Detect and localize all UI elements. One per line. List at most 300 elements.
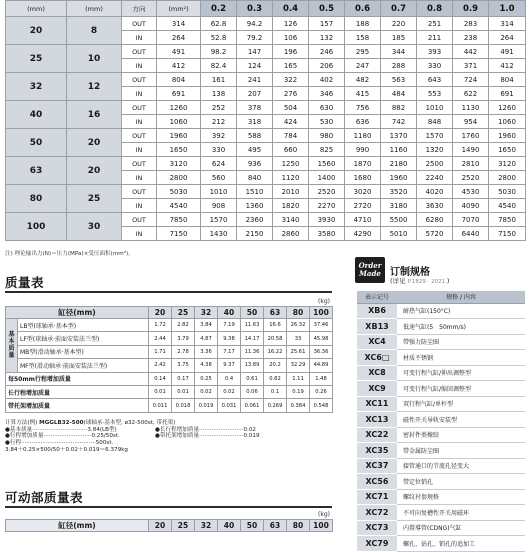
mass-extra-value: 0.61 [241,372,264,385]
option-code: XC73 [357,520,397,536]
pressure-area: 491 [157,45,201,59]
direction: OUT [122,73,157,87]
force-value: 158 [345,31,381,45]
order-made-option [357,365,525,381]
force-value: 560 [201,171,237,185]
mass-bore-col: 63 [264,307,287,319]
pressure-area: 3120 [157,157,201,171]
calc-line-1 [5,420,332,427]
force-value: 6440 [453,227,489,241]
mass-extra-value: 0.02 [195,385,218,398]
movable-bore-col: 32 [195,520,218,532]
force-value: 2150 [237,227,273,241]
pressure-area: 691 [157,87,201,101]
force-value: 98.2 [201,45,237,59]
force-value: 246 [309,45,345,59]
force-value: 1010 [201,185,237,199]
force-value: 1560 [309,157,345,171]
rod-size: 8 [67,17,122,45]
mass-extra-value: 0.25 [195,372,218,385]
force-value: 344 [381,45,417,59]
force-value: 1060 [489,115,526,129]
pressure-area: 1650 [157,143,201,157]
mass-value: 2.82 [172,319,195,332]
mass-bore-col: 50 [241,307,264,319]
force-value: 3140 [273,213,309,227]
order-made-option [357,474,525,490]
order-made-option [357,536,525,552]
force-value: 211 [417,31,453,45]
option-description: 低速气缸(5 50mm/s) [397,319,525,335]
basic-mass-side-label [6,319,18,373]
force-value: 2810 [453,157,489,171]
pressure-area: 314 [157,17,201,31]
pressure-header: 0.6 [345,1,381,17]
force-value: 1490 [453,143,489,157]
mass-value: 2.42 [149,359,172,372]
order-made-badge-line1: Order [358,261,382,270]
movable-bore-col: 80 [287,520,310,532]
mass-row-label: LF型(球轴承·前面安装法兰型) [18,332,149,345]
force-value: 4090 [453,199,489,213]
rod-size: 20 [67,129,122,157]
bore-size: 40 [6,101,67,129]
mass-value: 25.61 [287,345,310,358]
movable-unit: (kg) [318,511,330,518]
force-value: 1120 [273,171,309,185]
mass-value: 44.89 [310,359,333,372]
force-value: 4530 [453,185,489,199]
force-value: 378 [237,101,273,115]
option-description: 耐热气缸(150°C) [397,303,525,319]
bore-size: 20 [6,17,67,45]
force-value: 622 [453,87,489,101]
bore-size: 80 [6,185,67,213]
pressure-area: 1960 [157,129,201,143]
spec-header: 规格 / 内容 [397,291,525,303]
force-value: 1370 [381,129,417,143]
calc-prefix: 计算方法(例) [5,420,38,426]
order-made-option [357,458,525,474]
force-value: 1130 [453,101,489,115]
mass-value: 33 [287,332,310,345]
option-code: XC56 [357,474,397,490]
mass-value: 32.29 [287,359,310,372]
calc-suffix: (球轴承·基本型, ø32-500st, 带托架) [83,420,176,426]
mass-value: 13.89 [241,359,264,372]
force-value: 5500 [381,213,417,227]
force-value: 322 [273,73,309,87]
option-code: XB6 [357,303,397,319]
order-made-page-ref[interactable]: P.1829 · 2021. [407,279,447,285]
direction: IN [122,31,157,45]
mass-title-rule [5,291,332,293]
force-value: 624 [201,157,237,171]
force-value: 1680 [345,171,381,185]
rod-size: 10 [67,45,122,73]
force-value: 742 [381,115,417,129]
force-value: 784 [273,129,309,143]
force-value: 1960 [381,171,417,185]
force-row [6,129,526,143]
force-value: 1400 [309,171,345,185]
mass-row-label: MB型(滑动轴承·基本型) [18,345,149,358]
symbol-header: 表示记号 [357,291,397,303]
force-value: 5030 [489,185,526,199]
mass-value: 16.6 [264,319,287,332]
movable-mass-table [5,519,333,532]
mass-extra-value: 1.48 [310,372,333,385]
force-value: 3630 [417,199,453,213]
order-made-badge-line2: Made [359,269,381,278]
force-value: 1570 [201,213,237,227]
force-value: 2720 [345,199,381,213]
force-value: 2520 [309,185,345,199]
mass-value: 26.32 [287,319,310,332]
option-code: XC22 [357,427,397,443]
force-row [6,213,526,227]
side-label-char: 量 [8,352,15,360]
mass-value: 1.71 [149,345,172,358]
side-label-char: 本 [8,338,15,346]
rod-size: 20 [67,157,122,185]
force-value: 1010 [417,101,453,115]
order-made-option [357,303,525,319]
mass-row [6,345,333,358]
mass-value: 20.2 [264,359,287,372]
force-value: 1650 [489,143,526,157]
force-row [6,73,526,87]
order-made-option [357,412,525,428]
force-value: 52.8 [201,31,237,45]
movable-bore-col: 63 [264,520,287,532]
order-made-option [357,381,525,397]
mass-row [6,332,333,345]
force-value: 491 [489,45,526,59]
direction: IN [122,227,157,241]
mass-extra-value: 0.26 [310,385,333,398]
force-value: 882 [381,101,417,115]
force-value: 79.2 [237,31,273,45]
option-code: XC72 [357,505,397,521]
option-code: XB13 [357,319,397,335]
option-code: XC79 [357,536,397,552]
rod-size: 12 [67,73,122,101]
force-value: 371 [453,59,489,73]
mass-value: 1.72 [149,319,172,332]
option-description: 带金属防尘圈 [397,443,525,459]
force-value: 660 [273,143,309,157]
mass-section-title: 质量表 [5,275,45,290]
force-note: 注) 理论输出力(N)＝压力(MPa)×受压面积(mm²)。 [5,251,134,257]
force-value: 7850 [489,213,526,227]
mass-value: 3.75 [172,359,195,372]
pressure-header: 0.5 [309,1,345,17]
force-value: 5720 [417,227,453,241]
force-value: 252 [201,101,237,115]
mass-extra-value: 0.02 [218,385,241,398]
option-description: 接管通口的节流孔径变大 [397,458,525,474]
direction: IN [122,87,157,101]
force-value: 207 [237,87,273,101]
force-value: 3520 [381,185,417,199]
bore-size: 32 [6,73,67,101]
mass-value: 7.19 [218,319,241,332]
option-description: 磁性开关导轨安装型 [397,412,525,428]
order-made-option [357,520,525,536]
force-value: 94.2 [237,17,273,31]
pressure-header: 0.8 [417,1,453,17]
force-value: 402 [309,73,345,87]
order-made-option [357,319,525,335]
force-value: 212 [201,115,237,129]
pressure-header: 1.0 [489,1,526,17]
force-value: 138 [201,87,237,101]
pressure-area: 7150 [157,227,201,241]
mass-bore-col: 32 [195,307,218,319]
force-value: 220 [381,17,417,31]
option-description: 不可向复槽性开关用磁环 [397,505,525,521]
force-value: 980 [309,129,345,143]
calc-basic: ●基本质量·······························3.84(LB型) [5,426,117,433]
force-value: 392 [201,129,237,143]
order-made-subtitle-close: ) [446,277,450,285]
option-code: XC4 [357,334,397,350]
direction: OUT [122,129,157,143]
force-value: 3020 [345,185,381,199]
mass-value: 3.79 [172,332,195,345]
calc-stroke-add: ●行程增加质量···························0.25/50st. [5,433,120,440]
option-description: 内置導管(CDNG)气缸 [397,520,525,536]
force-value: 724 [453,73,489,87]
movable-section-title: 可动部质量表 [5,490,84,505]
bore-size: 25 [6,45,67,73]
force-value: 908 [201,199,237,213]
force-value: 238 [453,31,489,45]
pressure-header: 0.4 [273,1,309,17]
force-value: 415 [345,87,381,101]
mass-extra-value: 0.17 [172,372,195,385]
mass-value: 37.46 [310,319,333,332]
mass-bore-label: 缸径(mm) [6,307,149,319]
mass-value: 7.17 [218,345,241,358]
order-made-table-header [357,291,525,303]
movable-bore-col: 40 [218,520,241,532]
bore-size: 63 [6,157,67,185]
force-value: 7150 [489,227,526,241]
force-value: 954 [453,115,489,129]
direction: OUT [122,45,157,59]
movable-bore-col: 20 [149,520,172,532]
mass-extra-value: 0.011 [149,399,172,412]
mass-extra-value: 0.384 [287,399,310,412]
bore-size: 100 [6,213,67,241]
option-description: 螺纹衬套规格 [397,489,525,505]
mass-bore-col: 20 [149,307,172,319]
rod-size: 30 [67,213,122,241]
mass-extra-label: 长行程增加质量 [6,385,149,398]
mass-value: 2.44 [149,332,172,345]
force-value: 2240 [417,171,453,185]
option-code: XC71 [357,489,397,505]
direction: IN [122,199,157,213]
force-value: 157 [309,17,345,31]
option-code: XC13 [357,412,397,428]
option-description: 带定位销孔 [397,474,525,490]
option-code: XC35 [357,443,397,459]
force-value: 2500 [417,157,453,171]
direction: IN [122,115,157,129]
option-description: 螺孔、钻孔、销孔的追加工 [397,536,525,552]
force-value: 283 [453,17,489,31]
force-value: 132 [309,31,345,45]
movable-bore-col: 100 [310,520,333,532]
force-value: 7070 [453,213,489,227]
movable-bore-col: 50 [241,520,264,532]
mass-row [6,319,333,332]
force-value: 990 [345,143,381,157]
option-description: 密封件类橡胶 [397,427,525,443]
mass-row-label: LB型(球轴承·基本型) [18,319,149,332]
mass-calculation-example [5,420,332,454]
force-value: 4540 [489,199,526,213]
mass-value: 9.38 [218,332,241,345]
option-code: XC9 [357,381,397,397]
force-value: 442 [453,45,489,59]
force-value: 840 [237,171,273,185]
pressure-area: 5030 [157,185,201,199]
force-value: 4290 [345,227,381,241]
order-made-option [357,489,525,505]
mass-value: 3.84 [195,319,218,332]
force-value: 206 [309,59,345,73]
force-value: 196 [273,45,309,59]
force-value: 318 [237,115,273,129]
force-value: 1160 [381,143,417,157]
force-row [6,157,526,171]
force-value: 1570 [417,129,453,143]
mass-bore-col: 100 [310,307,333,319]
mass-extra-value: 0.14 [149,372,172,385]
mass-value: 9.37 [218,359,241,372]
force-value: 2010 [273,185,309,199]
force-value: 82.4 [201,59,237,73]
force-value: 165 [273,59,309,73]
mass-value: 4.87 [195,332,218,345]
mass-extra-value: 0.1 [264,385,287,398]
force-value: 636 [345,115,381,129]
bore-size: 50 [6,129,67,157]
force-value: 295 [345,45,381,59]
force-row [6,17,526,31]
calc-bracket: ●带托架增加质量·························0.019 [155,433,260,440]
force-value: 1820 [273,199,309,213]
mass-value: 20.58 [264,332,287,345]
pressure-area: 4540 [157,199,201,213]
order-made-subtitle [390,276,449,285]
calc-model: MGGLB32-500 [39,420,84,426]
mass-extra-value: 0.269 [264,399,287,412]
force-value: 1870 [345,157,381,171]
order-made-subtitle-open: (详见 [390,277,406,285]
force-value: 6280 [417,213,453,227]
force-value: 161 [201,73,237,87]
force-value: 346 [309,87,345,101]
rod-size: 16 [67,101,122,129]
force-value: 126 [273,17,309,31]
mass-table-header [6,307,333,319]
mass-extra-value: 0.061 [241,399,264,412]
force-value: 276 [273,87,309,101]
mass-bore-col: 25 [172,307,195,319]
order-made-option [357,334,525,350]
mass-extra-label: 带托架增加质量 [6,399,149,412]
force-value: 1320 [417,143,453,157]
direction: IN [122,143,157,157]
mass-bore-col: 40 [218,307,241,319]
force-value: 2360 [237,213,273,227]
pressure-area: 1060 [157,115,201,129]
force-value: 1360 [237,199,273,213]
movable-bore-col: 25 [172,520,195,532]
force-value: 1250 [273,157,309,171]
pressure-header: 0.9 [453,1,489,17]
force-value: 2860 [273,227,309,241]
area-unit-header: (mm²) [157,1,201,17]
mass-extra-value: 0.19 [287,385,310,398]
force-value: 424 [273,115,309,129]
force-value: 504 [273,101,309,115]
mass-value: 2.78 [172,345,195,358]
force-value: 2270 [309,199,345,213]
force-value: 412 [489,59,526,73]
mass-extra-row [6,399,333,412]
force-value: 185 [381,31,417,45]
force-value: 251 [417,17,453,31]
order-made-title: 订制规格 [390,267,430,278]
force-value: 1260 [489,101,526,115]
mass-value: 11.63 [241,319,264,332]
force-value: 4020 [417,185,453,199]
direction-header: 方向 [122,1,157,17]
option-description: 可变行程气缸/缩回调整型 [397,381,525,397]
order-made-option [357,427,525,443]
option-description: 带强力防尘圈 [397,334,525,350]
pressure-header: 0.3 [237,1,273,17]
direction: OUT [122,101,157,115]
force-row [6,101,526,115]
mass-extra-value: 0.01 [172,385,195,398]
force-value: 147 [237,45,273,59]
force-value: 482 [345,73,381,87]
mass-value: 16.22 [264,345,287,358]
force-value: 241 [237,73,273,87]
side-label-char: 基 [8,331,15,339]
mass-extra-value: 0.01 [149,385,172,398]
pressure-area: 1260 [157,101,201,115]
force-value: 936 [237,157,273,171]
force-value: 2180 [381,157,417,171]
force-value: 393 [417,45,453,59]
calc-line-5: 3.84＋0.25×500/50＋0.02＋0.019＝6.379kg [5,446,128,453]
force-table-section [5,0,525,241]
mass-extra-value: 0.019 [195,399,218,412]
mass-row [6,359,333,372]
force-value: 124 [237,59,273,73]
order-made-spec-table [357,291,525,552]
force-value: 330 [417,59,453,73]
force-value: 1430 [201,227,237,241]
